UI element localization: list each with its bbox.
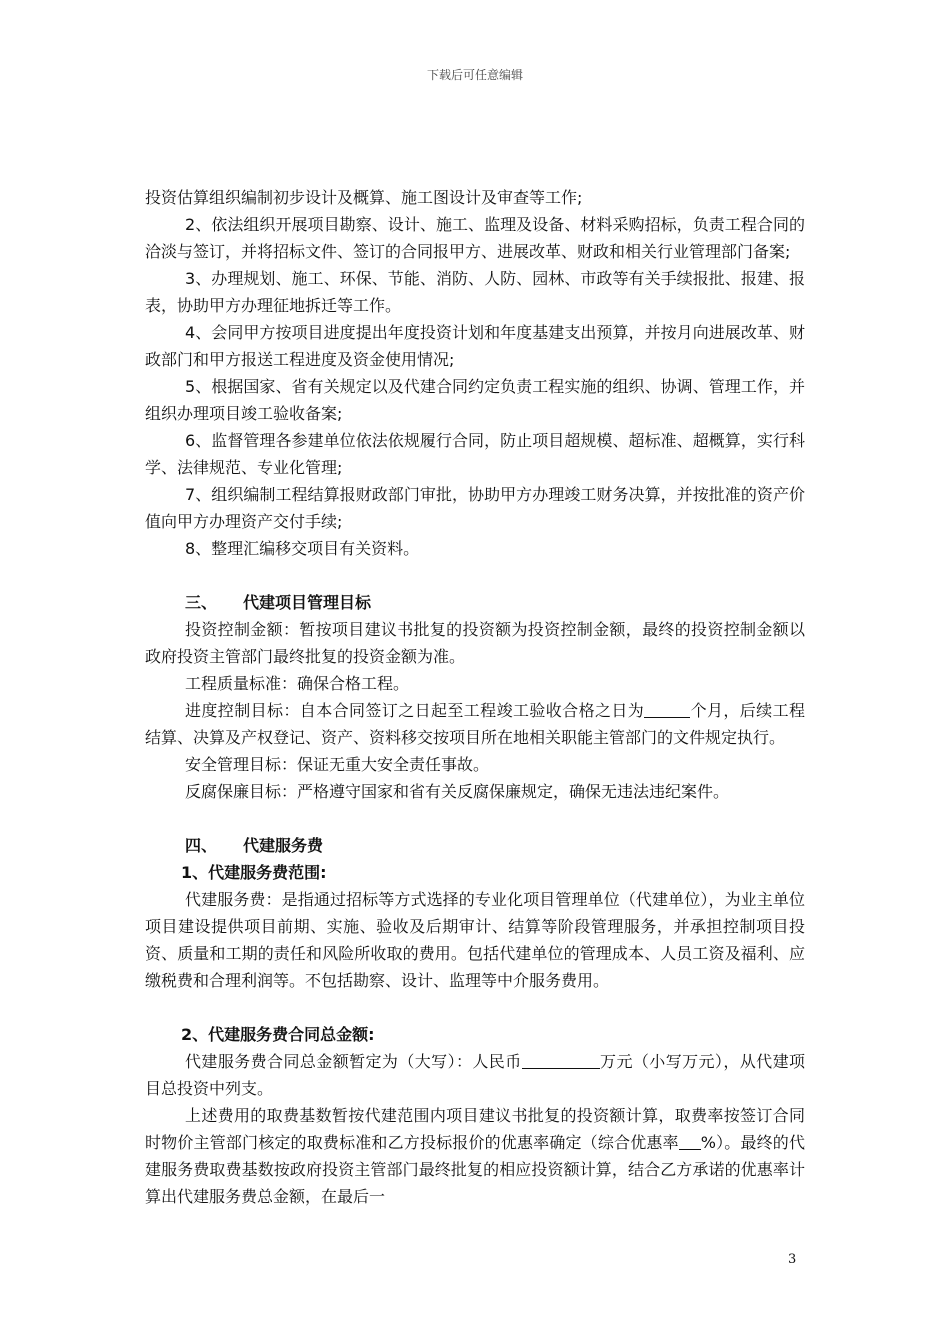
list-item: 6、监督管理各参建单位依法依规履行合同，防止项目超规模、超标准、超概算，实行科学、法律规范、专业化管理; (145, 431, 805, 477)
section-number: 三、 (185, 593, 218, 612)
list-item: 5、根据国家、省有关规定以及代建合同约定负责工程实施的组织、协调、管理工作，并组织办理项目竣工验收备案; (145, 377, 805, 423)
text-segment: 个月，后续工程结算、决算及产权登记、资产、资料移交按项目所在地相关职能主管部门的文件规定执行。 (145, 701, 805, 747)
paragraph-lead: 投资估算组织编制初步设计及概算、施工图设计及审查等工作; (145, 188, 583, 207)
text-segment: 上述费用的取费基数暂按代建范围内项目建议书批复的投资额计算，取费率按签订合同时物价主管部门核定的取费标准和乙方投标报价的优惠率确定（综合优惠率 (145, 1106, 805, 1152)
section-heading-4 (145, 832, 805, 859)
paragraph (145, 1048, 805, 1102)
section-title: 代建服务费 (243, 836, 324, 855)
paragraph: 安全管理目标：保证无重大安全责任事故。 (185, 755, 490, 774)
paragraph: 反腐保廉目标：严格遵守国家和省有关反腐保廉规定，确保无违法违纪案件。 (185, 782, 730, 801)
list-item: 4、会同甲方按项目进度提出年度投资计划和年度基建支出预算，并按月向进展改革、财政部门和甲方报送工程进度及资金使用情况; (145, 323, 805, 369)
paragraph: 投资控制金额：暂按项目建议书批复的投资额为投资控制金额，最终的投资控制金额以政府投资主管部门最终批复的投资金额为准。 (145, 620, 805, 666)
paragraph (145, 1102, 805, 1210)
text-segment: 代建服务费合同总金额暂定为（大写）：人民币 (185, 1052, 522, 1071)
text-segment: 万元（小写万元），从代建项目总投资中列支。 (145, 1052, 805, 1098)
text-segment: %）。最终的代建服务费取费基数按政府投资主管部门最终批复的相应投资额计算，结合乙方承诺的优惠率计算出代建服务费总金额，在最后一 (145, 1133, 805, 1206)
page-number: 3 (788, 1252, 797, 1267)
paragraph: 代建服务费：是指通过招标等方式选择的专业化项目管理单位（代建单位），为业主单位项目建设提供项目前期、实施、验收及后期审计、结算等阶段管理服务，并承担控制项目投资、质量和工期的责任和风险所收取的费用。包括代建单位的管理成本、人员工资及福利、应缴税费和合理利润等。不包括勘察、设计、监理等中介服务费用。 (145, 890, 805, 990)
blank-underline (679, 1133, 701, 1150)
subsection-heading: 1、代建服务费范围: (181, 863, 327, 882)
subsection-heading: 2、代建服务费合同总金额: (181, 1025, 375, 1044)
blank-underline (644, 701, 690, 718)
document-body (145, 184, 805, 1210)
section-number: 四、 (185, 836, 218, 855)
blank-underline (522, 1052, 600, 1069)
text-segment: 进度控制目标：自本合同签订之日起至工程竣工验收合格之日为 (185, 701, 645, 720)
list-item: 7、组织编制工程结算报财政部门审批，协助甲方办理竣工财务决算，并按批准的资产价值向甲方办理资产交付手续; (145, 485, 805, 531)
list-item: 3、办理规划、施工、环保、节能、消防、人防、园林、市政等有关手续报批、报建、报表，协助甲方办理征地拆迁等工作。 (145, 269, 805, 315)
list-item: 2、依法组织开展项目勘察、设计、施工、监理及设备、材料采购招标，负责工程合同的洽淡与签订，并将招标文件、签订的合同报甲方、进展改革、财政和相关行业管理部门备案; (145, 215, 805, 261)
section-title: 代建项目管理目标 (243, 593, 372, 612)
paragraph: 工程质量标准：确保合格工程。 (185, 674, 410, 693)
page-header: 下载后可任意编辑 (426, 68, 523, 82)
paragraph (145, 697, 805, 751)
section-heading-3 (145, 589, 805, 616)
list-item: 8、整理汇编移交项目有关资料。 (185, 539, 420, 558)
